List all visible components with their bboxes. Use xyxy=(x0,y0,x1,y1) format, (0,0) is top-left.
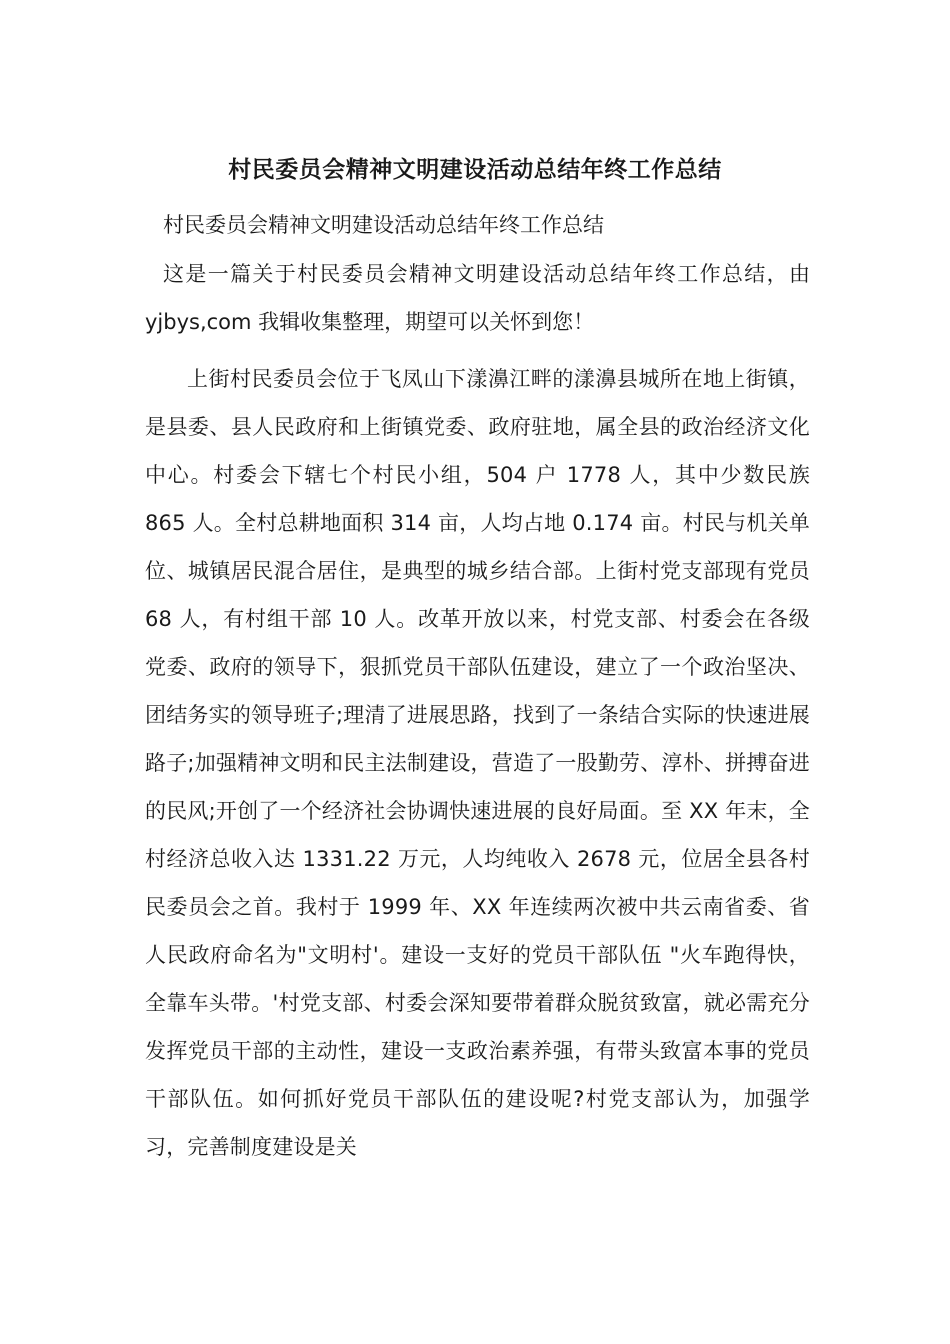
document-title: 村民委员会精神文明建设活动总结年终工作总结 xyxy=(228,157,722,183)
body-paragraph: 上街村民委员会位于飞凤山下漾濞江畔的漾濞县城所在地上街镇，是县委、县人民政府和上街镇党委、政府驻地，属全县的政治经济文化中心。村委会下辖七个村民小组，504 户 1778 人，其中少数民族 865 人。全村总耕地面积 314 亩，人均占地 0.174 亩。村民与机关单位、城镇居民混合居住，是典型的城乡结合部。上街村党支部现有党员 68 人，有村组干部 10 人。改革开放以来，村党支部、村委会在各级党委、政府的领导下，狠抓党员干部队伍建设，建立了一个政治坚决、团结务实的领导班子;理清了进展思路，找到了一条结合实际的快速进展路子;加强精神文明和民主法制建设，营造了一股勤劳、淳朴、拼搏奋进的民风;开创了一个经济社会协调快速进展的良好局面。至 XX 年末，全村经济总收入达 1331.22 万元，人均纯收入 2678 元，位居全县各村民委员会之首。我村于 1999 年、XX 年连续两次被中共云南省委、省人民政府命名为"文明村'。建设一支好的党员干部队伍 "火车跑得快，全靠车头带。'村党支部、村委会深知要带着群众脱贫致富，就必需充分发挥党员干部的主动性，建设一支政治素养强，有带头致富本事的党员干部队伍。如何抓好党员干部队伍的建设呢?村党支部认为，加强学习，完善制度建设是关 xyxy=(145,367,810,1159)
intro-paragraph: 这是一篇关于村民委员会精神文明建设活动总结年终工作总结，由 yjbys,com 我辑收集整理，期望可以关怀到您！ xyxy=(145,262,810,334)
document-subtitle: 村民委员会精神文明建设活动总结年终工作总结 xyxy=(163,213,604,237)
